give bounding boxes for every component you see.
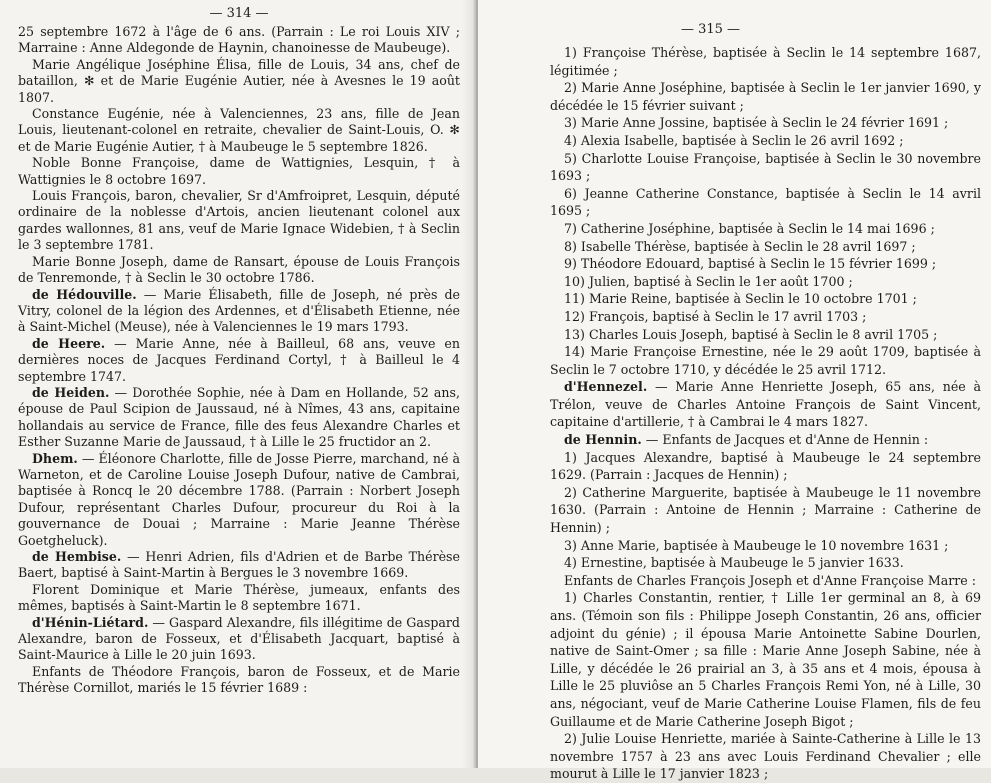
list-item: 4) Ernestine, baptisée à Maubeuge le 5 janvier 1633.: [564, 555, 904, 571]
list-item: 1) Jacques Alexandre, baptisé à Maubeuge le 24 septembre 1629. (Parrain : Jacques de Hennin) ;: [550, 449, 981, 483]
family-heading: de Hennin.: [564, 432, 642, 448]
entry-paragraph: Florent Dominique et Marie Thérèse, jumeaux, enfants des mêmes, baptisés à Saint-Martin le 8 septembre 1671.: [18, 581, 460, 614]
entry-paragraph: Constance Eugénie, née à Valenciennes, 23 ans, fille de Jean Louis, lieutenant-colonel en retraite, chevalier de Saint-Louis, O. ✻ et de Marie Eugénie Autier, † à Maubeuge le 5 septembre 1826.: [18, 106, 460, 154]
family-heading: de Heiden.: [32, 384, 110, 400]
list-item: 3) Anne Marie, baptisée à Maubeuge le 10 novembre 1631 ;: [564, 537, 949, 553]
right-page: [478, 0, 991, 782]
entry-paragraph: Marie Angélique Joséphine Élisa, fille de Louis, 34 ans, chef de bataillon, ✻ et de Marie Eugénie Autier, née à Avesnes le 19 août 1807.: [18, 56, 460, 105]
list-item: 11) Marie Reine, baptisée à Seclin le 10 octobre 1701 ;: [564, 291, 917, 307]
family-entry-hennin: de Hennin. — Enfants de Jacques et d'Anne de Hennin :: [564, 432, 929, 448]
left-page-body: [18, 24, 460, 697]
entry-paragraph: Enfants de Charles François Joseph et d'Anne Françoise Marre :: [564, 572, 976, 588]
family-heading: de Hédouville.: [32, 286, 137, 302]
entry-paragraph: Marie Bonne Joseph, dame de Ransart, épouse de Louis François de Tenremonde, † à Seclin le 30 octobre 1786.: [18, 253, 460, 286]
entry-paragraph: Enfants de Théodore François, baron de Fosseux, et de Marie Thérèse Cornillot, mariés le 15 février 1689 :: [18, 663, 460, 696]
family-entry-hennezel: d'Hennezel. — Marie Anne Henriette Joseph, 65 ans, née à Trélon, veuve de Charles Antoine François de Saint Vincent, capitaine d'artillerie, † à Cambrai le 4 mars 1827.: [550, 379, 981, 430]
list-item: 5) Charlotte Louise Françoise, baptisée à Seclin le 30 novembre 1693 ;: [550, 150, 981, 184]
list-item: 6) Jeanne Catherine Constance, baptisée à Seclin le 14 avril 1695 ;: [550, 185, 981, 219]
family-heading: de Heere.: [32, 335, 106, 351]
list-item: 1) Charles Constantin, rentier, † Lille 1er germinal an 8, à 69 ans. (Témoin son fils : Philippe Joseph Constantin, 26 ans, officier adjoint du génie) ; il épousa Marie Antoinette Sabine Dourlen, native de Saint-Omer ; sa fille : Marie Anne Joseph Sabine, née à Lille, y décédée le 26 prairial an 3, à 35 ans et 4 mois, épousa à Lille le 25 pluviôse an 5 Charles François Remi Yon, né à Lille, 30 ans, négociant, veuf de Marie Catherine Louise Flamen, fils de feu Guillaume et de Marie Catherine Joseph Bigot ;: [550, 590, 981, 729]
list-item: 2) Julie Louise Henriette, mariée à Sainte-Catherine à Lille le 13 novembre 1757 à 23 ans avec Louis Ferdinand Chevalier ; elle mourut à Lille le 17 janvier 1823 ;: [550, 731, 981, 782]
list-item: 9) Théodore Edouard, baptisé à Seclin le 15 février 1699 ;: [564, 256, 937, 272]
right-page-body: [550, 44, 981, 783]
page-number-315: — 315 —: [680, 22, 741, 37]
list-item: 3) Marie Anne Jossine, baptisée à Seclin le 24 février 1691 ;: [564, 115, 949, 131]
family-heading: d'Hennezel.: [564, 379, 648, 395]
family-entry-heere: de Heere. — Marie Anne, née à Bailleul, 68 ans, veuve en dernières noces de Jacques Ferdinand Cortyl, † à Bailleul le 4 septembre 1747.: [18, 335, 460, 384]
family-entry-dhem: Dhem. — Éléonore Charlotte, fille de Josse Pierre, marchand, né à Warneton, et de Caroline Louise Joseph Dufour, native de Cambrai, baptisée à Roncq le 20 décembre 1788. (Parrain : Norbert Joseph Dufour, représentant Charles Dufour, procureur du Roi à la gouvernance de Douai ; Marraine : Marie Jeanne Thérèse Goetgheluck).: [18, 450, 460, 548]
family-heading: d'Hénin-Liétard.: [32, 614, 149, 630]
family-entry-hembise: de Hembise. — Henri Adrien, fils d'Adrien et de Barbe Thérèse Baert, baptisé à Saint-Martin à Bergues le 3 novembre 1669.: [18, 549, 460, 581]
family-heading: de Hembise.: [32, 549, 122, 564]
entry-paragraph: Noble Bonne Françoise, dame de Wattignies, Lesquin, † à Wattignies le 8 octobre 1697.: [18, 155, 460, 187]
list-item: 7) Catherine Joséphine, baptisée à Seclin le 14 mai 1696 ;: [564, 220, 935, 236]
family-entry-hedouville: de Hédouville. — Marie Élisabeth, fille de Joseph, né près de Vitry, colonel de la légion des Ardennes, et d'Élisabeth Etienne, née à Saint-Michel (Meuse), née à Valenciennes le 19 mars 1793.: [18, 286, 460, 335]
list-item: 4) Alexia Isabelle, baptisée à Seclin le 26 avril 1692 ;: [564, 132, 904, 148]
entry-paragraph: Louis François, baron, chevalier, Sr d'Amfroipret, Lesquin, député ordinaire de la noblesse d'Artois, ancien lieutenant colonel aux gardes wallonnes, 81 ans, veuf de Marie Ignace Widebien, † à Seclin le 3 septembre 1781.: [18, 188, 460, 253]
list-item: 2) Marie Anne Joséphine, baptisée à Seclin le 1er janvier 1690, y décédée le 15 février suivant ;: [550, 80, 981, 113]
list-item: 12) François, baptisé à Seclin le 17 avril 1703 ;: [564, 308, 867, 324]
list-item: 1) Françoise Thérèse, baptisée à Seclin le 14 septembre 1687, légitimée ;: [550, 45, 981, 78]
list-item: 2) Catherine Marguerite, baptisée à Maubeuge le 11 novembre 1630. (Parrain : Antoine de Hennin ; Marraine : Catherine de Hennin) ;: [550, 484, 981, 536]
family-entry-henin-lietard: d'Hénin-Liétard. — Gaspard Alexandre, fils illégitime de Gaspard Alexandre, baron de Fosseux, et d'Élisabeth Jacquart, baptisé à Saint-Maurice à Lille le 20 juin 1693.: [18, 614, 460, 663]
entry-paragraph: 25 septembre 1672 à l'âge de 6 ans. (Parrain : Le roi Louis XIV ; Marraine : Anne Aldegonde de Haynin, chanoinesse de Maubeuge).: [18, 24, 460, 56]
family-entry-heiden: de Heiden. — Dorothée Sophie, née à Dam en Hollande, 52 ans, épouse de Paul Scipion de Jaussaud, né à Nîmes, 43 ans, capitaine hollandais au service de France, fille des feus Alexandre Charles et Esther Suzanne Marie de Jaussaud, † à Lille le 25 fructidor an 2.: [18, 384, 460, 450]
page-number-314: — 314 —: [209, 6, 269, 21]
list-item: 14) Marie Françoise Ernestine, née le 29 août 1709, baptisée à Seclin le 7 octobre 1710, y décédée le 25 avril 1712.: [550, 344, 981, 377]
list-item: 8) Isabelle Thérèse, baptisée à Seclin le 28 avril 1697 ;: [564, 238, 916, 254]
family-heading: Dhem.: [32, 450, 78, 466]
list-item: 10) Julien, baptisé à Seclin le 1er août 1700 ;: [564, 273, 853, 289]
left-page: [0, 0, 476, 768]
list-item: 13) Charles Louis Joseph, baptisé à Seclin le 8 avril 1705 ;: [564, 326, 938, 342]
